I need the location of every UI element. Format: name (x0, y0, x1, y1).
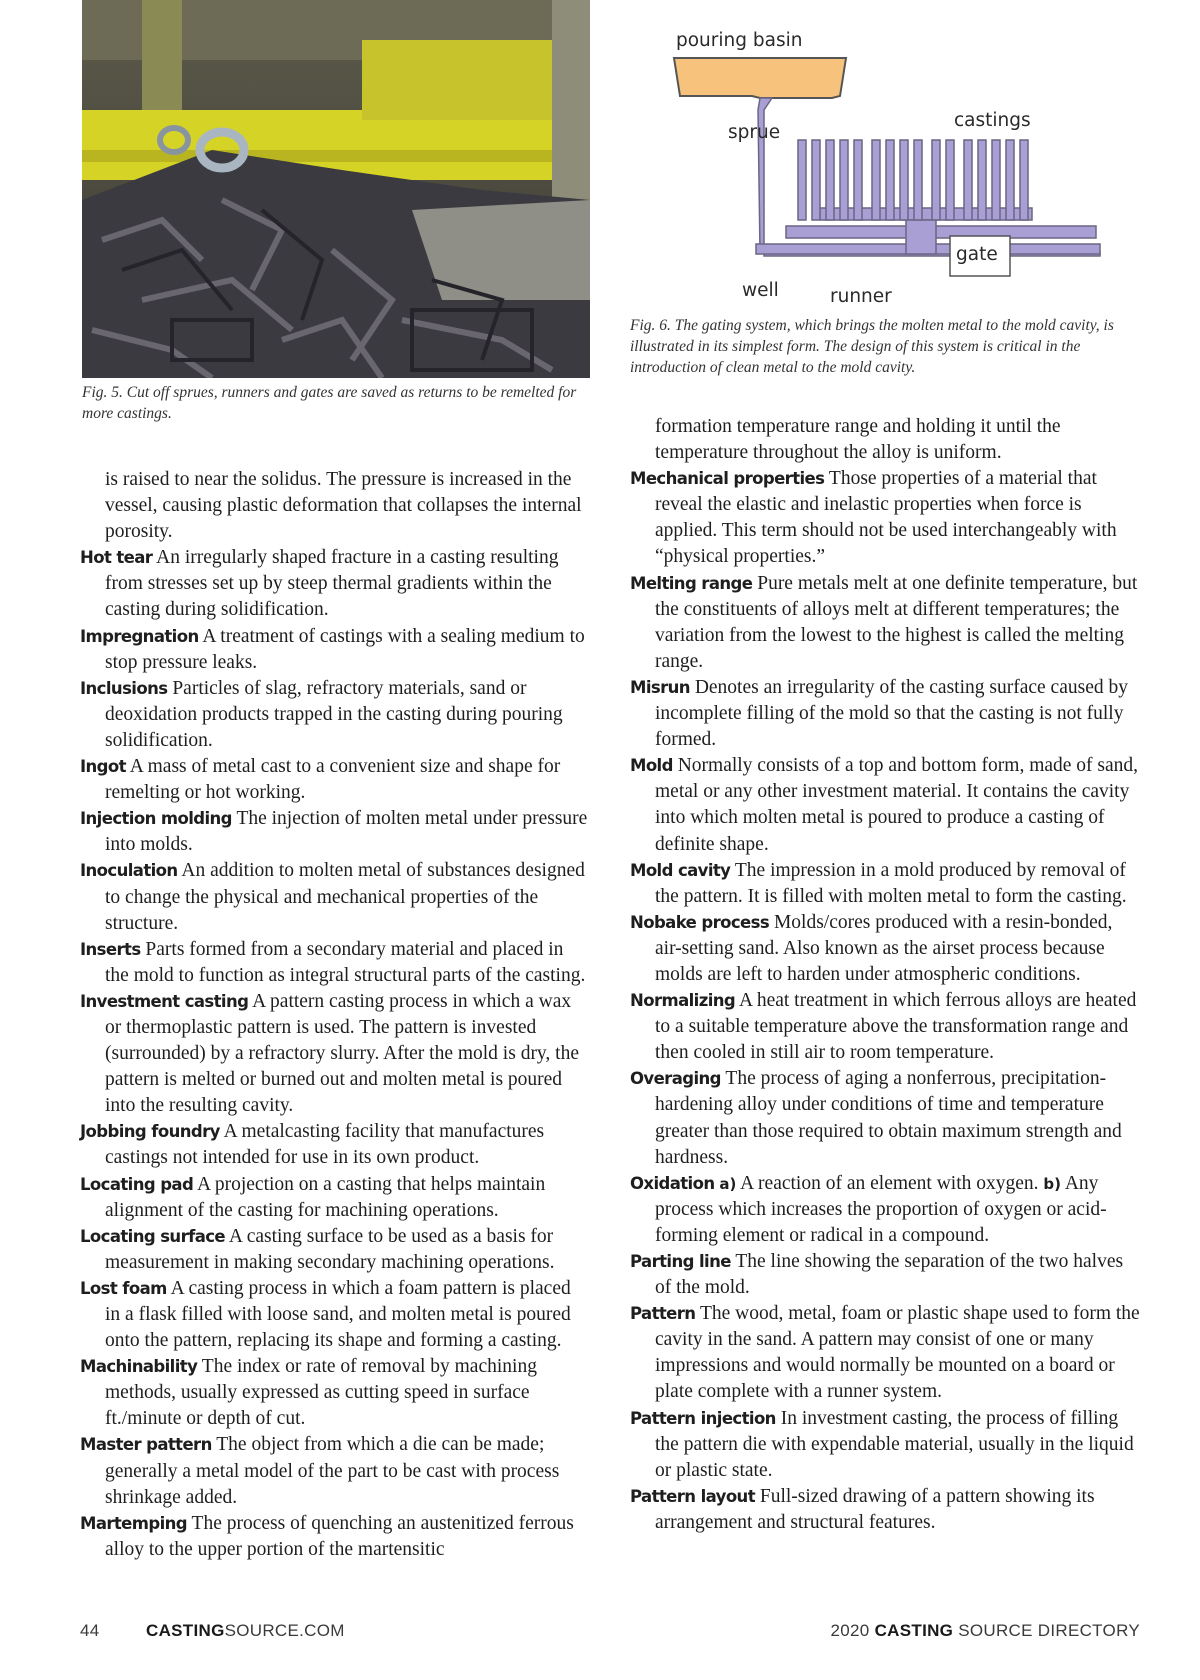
glossary-term: Locating pad (80, 1174, 194, 1194)
glossary-term: Parting line (630, 1252, 731, 1271)
glossary-entry (630, 571, 1140, 675)
glossary-definition: A casting process in which a foam pattern is placed in a flask filled with loose sand, and molten metal is poured onto the pattern, replacing its shape and forming a casting. (105, 1277, 571, 1352)
glossary-definition: An irregularly shaped fracture in a casting resulting from stresses set up by steep thermal gradients within the casting during solidification. (105, 547, 559, 621)
glossary-continuation: formation temperature range and holding it until the temperature throughout the alloy is uniform. (655, 416, 1061, 464)
glossary-entry (630, 753, 1140, 857)
glossary-term: Oxidation (630, 1173, 715, 1193)
glossary-definition: A metalcasting facility that manufactures castings not intended for use in its own product. (105, 1121, 545, 1169)
directory-brand: CASTING (874, 1621, 954, 1640)
glossary-definition: A heat treatment in which ferrous alloys are heated to a suitable temperature above the transformation range and then cooled in still air to room temperature. (655, 990, 1137, 1064)
glossary-definition: An addition to molten metal of substances designed to change the physical and mechanical properties of the structure. (105, 860, 585, 934)
glossary-definition: A mass of metal cast to a convenient size and shape for remelting or hot working. (105, 756, 561, 804)
glossary-term: Pattern layout (630, 1486, 755, 1506)
label-castings: castings (954, 110, 1031, 131)
glossary-term: Mold cavity (630, 860, 731, 880)
glossary-entry (630, 910, 1140, 988)
figure-6-caption: Fig. 6. The gating system, which brings the molten metal to the mold cavity, is illustrated in its simplest form. The design of this system is critical in the introduction of clean metal to the mold cavity. (630, 317, 1114, 376)
definition-marker-b: b) (1043, 1174, 1062, 1193)
glossary-term: Inserts (80, 939, 141, 959)
glossary-entry-list (630, 466, 1140, 1536)
sprue-runner-gate (756, 98, 1100, 256)
glossary-entry (630, 1249, 1140, 1301)
glossary-entry-list (80, 545, 590, 1563)
glossary-entry (630, 675, 1140, 753)
glossary-definition: Molds/cores produced with a resin-bonded, air-setting sand. Also known as the airset process because molds are left to harden under atmospheric conditions. (655, 911, 1113, 985)
glossary-entry (630, 988, 1140, 1066)
glossary-entry (80, 1511, 590, 1563)
glossary-entry (80, 545, 590, 623)
glossary-left-column (80, 467, 590, 1563)
glossary-definition: In investment casting, the process of filling the pattern die with expendable material, usually in the liquid or plastic state. (655, 1407, 1134, 1481)
glossary-definition: The process of aging a nonferrous, precipitation-hardening alloy under conditions of time and temperature greater than those required to obtain maximum strength and hardness. (655, 1068, 1122, 1168)
site-url (146, 1621, 345, 1641)
glossary-entry (630, 1171, 1140, 1249)
glossary-term: Pattern (630, 1304, 696, 1324)
label-well: well (742, 280, 779, 301)
label-gate: gate (956, 244, 998, 265)
glossary-entry (80, 1432, 590, 1510)
glossary-term: Normalizing (630, 991, 736, 1011)
glossary-term: Inoculation (80, 861, 178, 881)
glossary-term: Locating surface (80, 1226, 225, 1246)
glossary-term: Nobake process (630, 912, 770, 932)
directory-title (831, 1621, 1140, 1641)
site-domain: SOURCE.COM (224, 1621, 345, 1640)
glossary-term: Martemping (80, 1513, 187, 1533)
glossary-definition: A pattern casting process in which a wax or thermoplastic pattern is used. The pattern is invested (surrounded) by a refractory slurry. After the mold is dry, the pattern is melted or burned out and molten metal is poured into the resulting cavity. (105, 990, 579, 1117)
glossary-term: Hot tear (80, 548, 153, 568)
glossary-entry (80, 937, 590, 989)
glossary-definition: The index or rate of removal by machining methods, usually expressed as cutting speed in surface ft./minute or depth of cut. (105, 1356, 537, 1430)
glossary-entry (80, 989, 590, 1119)
glossary-entry (630, 1066, 1140, 1170)
glossary-definition: Any process which increases the proportion of oxygen or acid-forming element or radical in a compound. (655, 1172, 1107, 1246)
glossary-definition: A projection on a casting that helps maintain alignment of the casting for machining operations. (105, 1173, 546, 1221)
glossary-term: Melting range (630, 573, 753, 593)
glossary-term: Ingot (80, 757, 126, 777)
label-runner: runner (830, 286, 892, 307)
page-number: 44 (80, 1621, 100, 1640)
glossary-entry (80, 1172, 590, 1224)
glossary-term: Inclusions (80, 678, 168, 698)
glossary-definition: Those properties of a material that reveal the elastic and inelastic properties when force is applied. This term should not be used interchangeably with “physical properties.” (655, 468, 1117, 568)
glossary-entry (630, 1406, 1140, 1484)
gating-system-diagram (660, 14, 1120, 314)
glossary-definition: The injection of molten metal under pressure into molds. (105, 808, 588, 856)
glossary-entry (80, 1354, 590, 1432)
glossary-entry (630, 1484, 1140, 1536)
glossary-entry (80, 754, 590, 806)
definition-marker-a: a) (719, 1174, 737, 1193)
glossary-definition: A casting surface to be used as a basis for measurement in making secondary machining operations. (105, 1225, 555, 1273)
glossary-term: Impregnation (80, 626, 199, 646)
glossary-continuation: is raised to near the solidus. The pressure is increased in the vessel, causing plastic deformation that collapses the internal porosity. (105, 469, 582, 543)
glossary-definition: A reaction of an element with oxygen. (740, 1172, 1039, 1194)
glossary-definition: Parts formed from a secondary material and placed in the mold to function as integral structural parts of the casting. (105, 938, 586, 986)
site-brand: CASTING (146, 1621, 225, 1640)
glossary-term: Injection molding (80, 809, 232, 829)
directory-name: SOURCE DIRECTORY (958, 1621, 1140, 1640)
directory-year: 2020 (830, 1621, 870, 1640)
glossary-entry (80, 1276, 590, 1354)
glossary-definition: The impression in a mold produced by removal of the pattern. It is filled with molten metal to form the casting. (655, 859, 1127, 907)
glossary-definition: Pure metals melt at one definite temperature, but the constituents of alloys melt at different temperatures; the variation from the lowest to the highest is called the melting range. (655, 572, 1138, 672)
glossary-term: Misrun (630, 677, 690, 697)
label-pouring-basin: pouring basin (676, 30, 803, 51)
glossary-entry (80, 858, 590, 936)
glossary-definition: The object from which a die can be made; generally a metal model of the part to be cast with process shrinkage added. (105, 1434, 560, 1508)
glossary-definition: Particles of slag, refractory materials, sand or deoxidation products trapped in the casting during pouring solidification. (105, 677, 563, 751)
glossary-entry (630, 1301, 1140, 1405)
glossary-entry (80, 624, 590, 676)
glossary-term: Overaging (630, 1069, 721, 1089)
glossary-definition: The process of quenching an austenitized ferrous alloy to the upper portion of the martensitic (105, 1512, 574, 1560)
glossary-term: Mold (630, 756, 673, 776)
figure-5-caption: Fig. 5. Cut off sprues, runners and gates are saved as returns to be remelted for more castings. (82, 384, 577, 422)
glossary-term: Mechanical properties (630, 469, 825, 489)
glossary-entry (80, 1224, 590, 1276)
glossary-entry (630, 466, 1140, 570)
glossary-entry (630, 858, 1140, 910)
glossary-definition: Full-sized drawing of a pattern showing its arrangement and structural features. (655, 1485, 1095, 1533)
glossary-term: Jobbing foundry (80, 1122, 220, 1142)
page-footer (80, 1621, 1140, 1647)
glossary-term: Lost foam (80, 1278, 167, 1298)
glossary-right-column (630, 414, 1140, 1536)
glossary-definition: Denotes an irregularity of the casting surface caused by incomplete filling of the mold so that the casting is not fully formed. (655, 676, 1128, 751)
pouring-basin (674, 58, 846, 98)
glossary-term: Pattern injection (630, 1408, 776, 1428)
scrap-metal-returns-photo (82, 0, 590, 378)
glossary-entry (80, 1119, 590, 1171)
glossary-entry (80, 676, 590, 754)
glossary-definition: Normally consists of a top and bottom form, made of sand, metal or any other investment material. It contains the cavity into which molten metal is poured to produce a casting of definite shape. (655, 755, 1139, 855)
glossary-term: Machinability (80, 1357, 198, 1377)
label-sprue: sprue (728, 122, 781, 143)
glossary-definition: The line showing the separation of the two halves of the mold. (655, 1251, 1124, 1299)
glossary-term: Investment casting (80, 991, 249, 1011)
glossary-entry (80, 806, 590, 858)
glossary-term: Master pattern (80, 1435, 212, 1455)
glossary-definition: The wood, metal, foam or plastic shape used to form the cavity in the sand. A pattern may consist of one or many impressions and would normally be mounted on a board or plate complete with a runner system. (655, 1303, 1140, 1403)
glossary-definition: A treatment of castings with a sealing medium to stop pressure leaks. (105, 625, 585, 673)
